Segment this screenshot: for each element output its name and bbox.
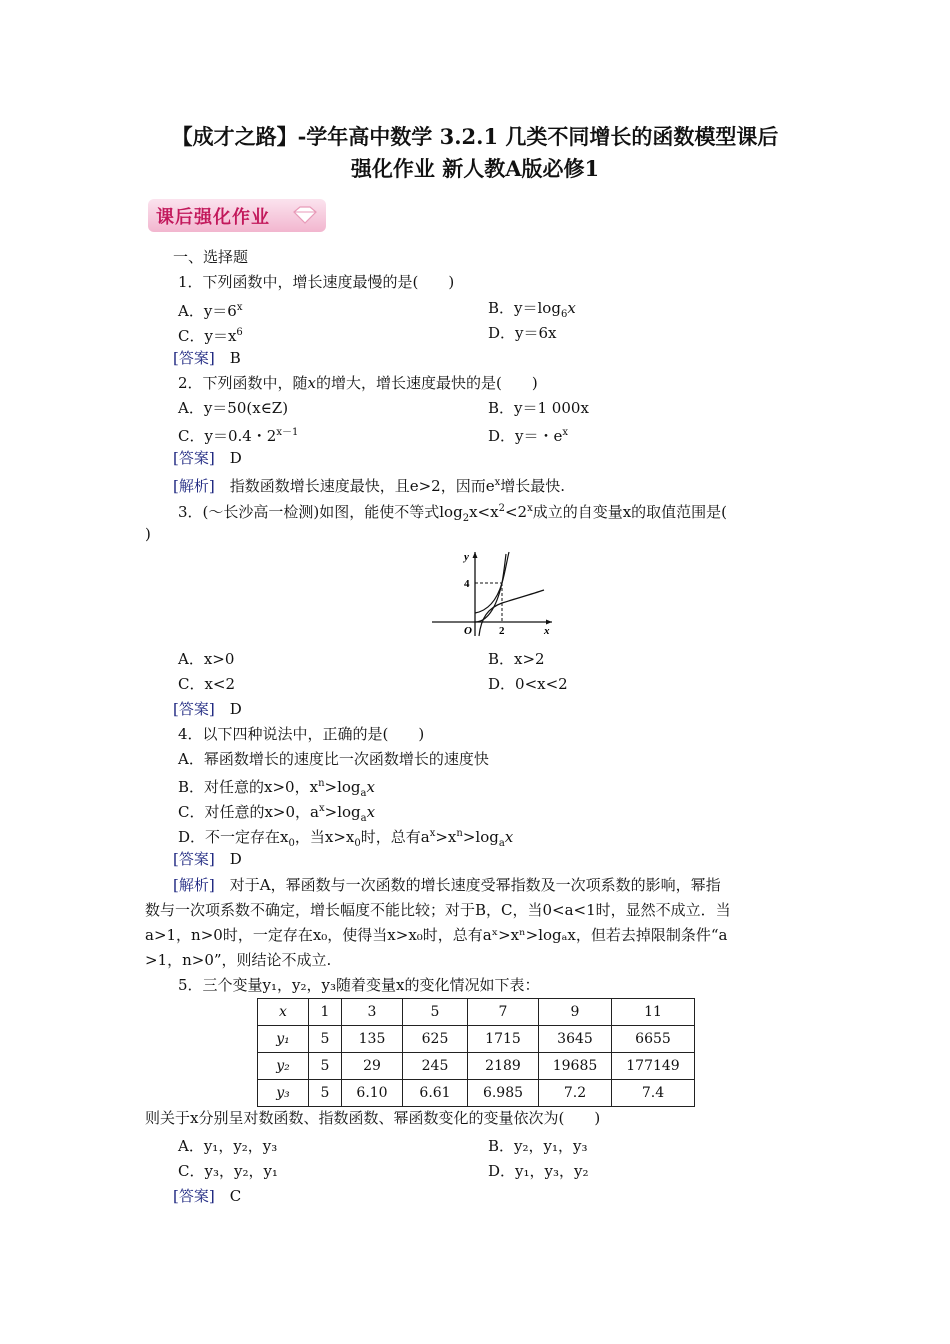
text-fragment: x [562, 427, 569, 438]
table-row [258, 999, 695, 1026]
table-cell: 9 [539, 999, 612, 1026]
q1-answer [173, 348, 241, 368]
text-fragment: [解析] [173, 477, 215, 495]
q4-analysis-line3: a>1，n>0时，一定存在x₀，使得当x>x₀时，总有aˣ>xⁿ>logₐx，但若去掉限制条件“a [145, 926, 728, 944]
text-fragment: 2 [498, 503, 505, 514]
text-fragment: [答案] [173, 850, 215, 868]
text-fragment: 6 [236, 327, 243, 338]
q3-option-a: A．x>0 [178, 650, 235, 668]
question-1: 1．下列函数中，增长速度最慢的是( ) [178, 273, 455, 291]
text-fragment: n [318, 778, 325, 789]
table-cell: 6.10 [342, 1080, 403, 1107]
tick-x-label: 2 [499, 625, 505, 637]
table-cell: 135 [342, 1026, 403, 1053]
table-cell: 29 [342, 1053, 403, 1080]
question-2 [178, 373, 538, 393]
text-fragment: a [360, 813, 367, 824]
q5-option-b: B．y₂，y₁，y₃ [488, 1137, 588, 1155]
text-fragment: 6 [560, 309, 568, 320]
text-fragment: B．y＝log [488, 299, 561, 317]
text-fragment: x [504, 828, 514, 846]
table-cell: x [258, 999, 309, 1026]
text-fragment: 2 [462, 513, 470, 524]
text-fragment: D．不一定存在x [178, 828, 289, 846]
table-cell: 5 [309, 1080, 342, 1107]
text-fragment: D [229, 850, 242, 868]
table-cell: 7 [468, 999, 539, 1026]
q1-option-c [178, 323, 243, 346]
table-cell: 1715 [468, 1026, 539, 1053]
text-fragment: <2 [504, 503, 528, 521]
y-axis-label: y [464, 551, 469, 563]
q1-option-d: D．y＝6x [488, 324, 557, 342]
text-fragment: x [366, 778, 375, 796]
table-cell: 245 [403, 1053, 468, 1080]
q2-answer [173, 448, 242, 468]
table-row [258, 1053, 695, 1080]
text-fragment: D [229, 700, 242, 718]
text-fragment: >log [324, 803, 361, 821]
table-cell: 7.2 [539, 1080, 612, 1107]
table-cell: 1 [309, 999, 342, 1026]
text-fragment: B．对任意的x>0，x [178, 778, 319, 796]
table-cell: 2189 [468, 1053, 539, 1080]
text-fragment: D．y＝・e [488, 427, 563, 445]
text-fragment: >log [324, 778, 361, 796]
data-table [257, 998, 695, 1107]
table-cell: 177149 [612, 1053, 695, 1080]
text-fragment: x [307, 374, 317, 392]
document-title-line2: 强化作业 新人教A版必修1 [350, 156, 600, 181]
q5-option-c: C．y₃，y₂，y₁ [178, 1162, 278, 1180]
q2-analysis [173, 473, 565, 496]
table-cell: 5 [309, 1053, 342, 1080]
text-fragment: >x [435, 828, 457, 846]
table-cell: 5 [309, 1026, 342, 1053]
origin-label: O [464, 625, 472, 637]
diamond-icon [290, 205, 320, 225]
q5-option-a: A．y₁，y₂，y₃ [178, 1137, 278, 1155]
q4-analysis-line4: >1，n>0”，则结论不成立. [145, 951, 332, 969]
banner-label: 课后强化作业 [156, 207, 270, 228]
text-fragment: D [229, 449, 242, 467]
text-fragment: x [429, 828, 436, 839]
text-fragment: x [319, 803, 325, 814]
text-fragment: x<x [469, 503, 499, 521]
text-fragment: x [236, 302, 243, 313]
q1-option-a [178, 298, 243, 321]
text-fragment: 对于A，幂函数与一次函数的增长速度受幂指数及一次项系数的影响，幂指 [229, 876, 721, 894]
text-fragment: C [229, 1187, 242, 1205]
question-3 [178, 499, 727, 529]
text-fragment: B [229, 349, 241, 367]
q5-after-text: 则关于x分别呈对数函数、指数函数、幂函数变化的变量依次为( ) [145, 1109, 601, 1127]
table-cell: 625 [403, 1026, 468, 1053]
table-cell: 19685 [539, 1053, 612, 1080]
table-row [258, 1026, 695, 1053]
q1-option-b [488, 298, 576, 325]
text-fragment: C．y＝0.4・2 [178, 427, 277, 445]
table-cell: y₂ [258, 1053, 309, 1080]
text-fragment: C．对任意的x>0，a [178, 803, 319, 821]
table-cell: 5 [403, 999, 468, 1026]
q2-option-d [488, 423, 568, 446]
text-fragment: x [527, 503, 533, 514]
q4-analysis-line1 [173, 875, 721, 895]
question-3-end: ) [145, 525, 151, 543]
text-fragment: a [360, 788, 367, 799]
document-title-line1: 【成才之路】-学年高中数学 3.2.1 几类不同增长的函数模型课后 [171, 124, 779, 149]
table-cell: y₃ [258, 1080, 309, 1107]
table-cell: 6.61 [403, 1080, 468, 1107]
q4-analysis-line2: 数与一次项系数不确定，增长幅度不能比较；对于B，C，当0<a<1时，显然不成立．当 [145, 901, 731, 919]
table-row [258, 1080, 695, 1107]
text-fragment: 增长最快. [500, 477, 566, 495]
table-cell: y₁ [258, 1026, 309, 1053]
text-fragment: 2．下列函数中，随 [178, 374, 308, 392]
text-fragment: x [366, 803, 376, 821]
text-fragment: C．y＝x [178, 327, 237, 345]
text-fragment: 指数函数增长速度最快，且e>2，因而e [229, 477, 495, 495]
text-fragment: [答案] [173, 349, 215, 367]
text-fragment: 时，总有a [360, 828, 430, 846]
tick-y-label: 4 [464, 578, 470, 590]
section-heading: 一、选择题 [173, 248, 249, 266]
text-fragment: 0 [288, 838, 295, 849]
text-fragment: x [494, 477, 501, 488]
q2-option-a: A．y＝50(x∈Z) [178, 399, 289, 417]
text-fragment: [答案] [173, 700, 215, 718]
q4-option-a: A．幂函数增长的速度比一次函数增长的速度快 [178, 750, 489, 768]
text-fragment: 的增大，增长速度最快的是( ) [316, 374, 538, 392]
text-fragment: [答案] [173, 1187, 215, 1205]
table-cell: 11 [612, 999, 695, 1026]
text-fragment: [解析] [173, 876, 215, 894]
table-cell: 6655 [612, 1026, 695, 1053]
table-cell: 6.985 [468, 1080, 539, 1107]
text-fragment: A．y＝6 [178, 302, 237, 320]
table-cell: 3 [342, 999, 403, 1026]
text-fragment: x－1 [276, 427, 299, 438]
text-fragment: a [498, 838, 505, 849]
x-axis-label: x [544, 625, 550, 637]
q3-option-c: C．x<2 [178, 675, 236, 693]
q2-option-c [178, 423, 298, 446]
text-fragment: [答案] [173, 449, 215, 467]
q5-answer [173, 1186, 241, 1206]
text-fragment: ，当x>x [294, 828, 355, 846]
q3-option-b: B．x>2 [488, 650, 545, 668]
text-fragment: 成立的自变量x的取值范围是( [532, 503, 728, 521]
question-5: 5．三个变量y₁，y₂，y₃随着变量x的变化情况如下表： [178, 976, 540, 994]
q3-option-d: D．0<x<2 [488, 675, 568, 693]
table-cell: 7.4 [612, 1080, 695, 1107]
text-fragment: 3．(～长沙高一检测)如图，能使不等式log [178, 503, 463, 521]
function-graph [428, 548, 558, 640]
q4-answer [173, 849, 242, 869]
section-banner [148, 199, 326, 232]
q5-option-d: D．y₁，y₃，y₂ [488, 1162, 589, 1180]
question-4: 4．以下四种说法中，正确的是( ) [178, 725, 425, 743]
table-cell: 3645 [539, 1026, 612, 1053]
text-fragment: >log [462, 828, 499, 846]
q2-option-b: B．y＝1 000x [488, 399, 589, 417]
text-fragment: x [567, 299, 576, 317]
q3-answer [173, 699, 242, 719]
text-fragment: n [456, 828, 463, 839]
text-fragment: 0 [354, 838, 361, 849]
